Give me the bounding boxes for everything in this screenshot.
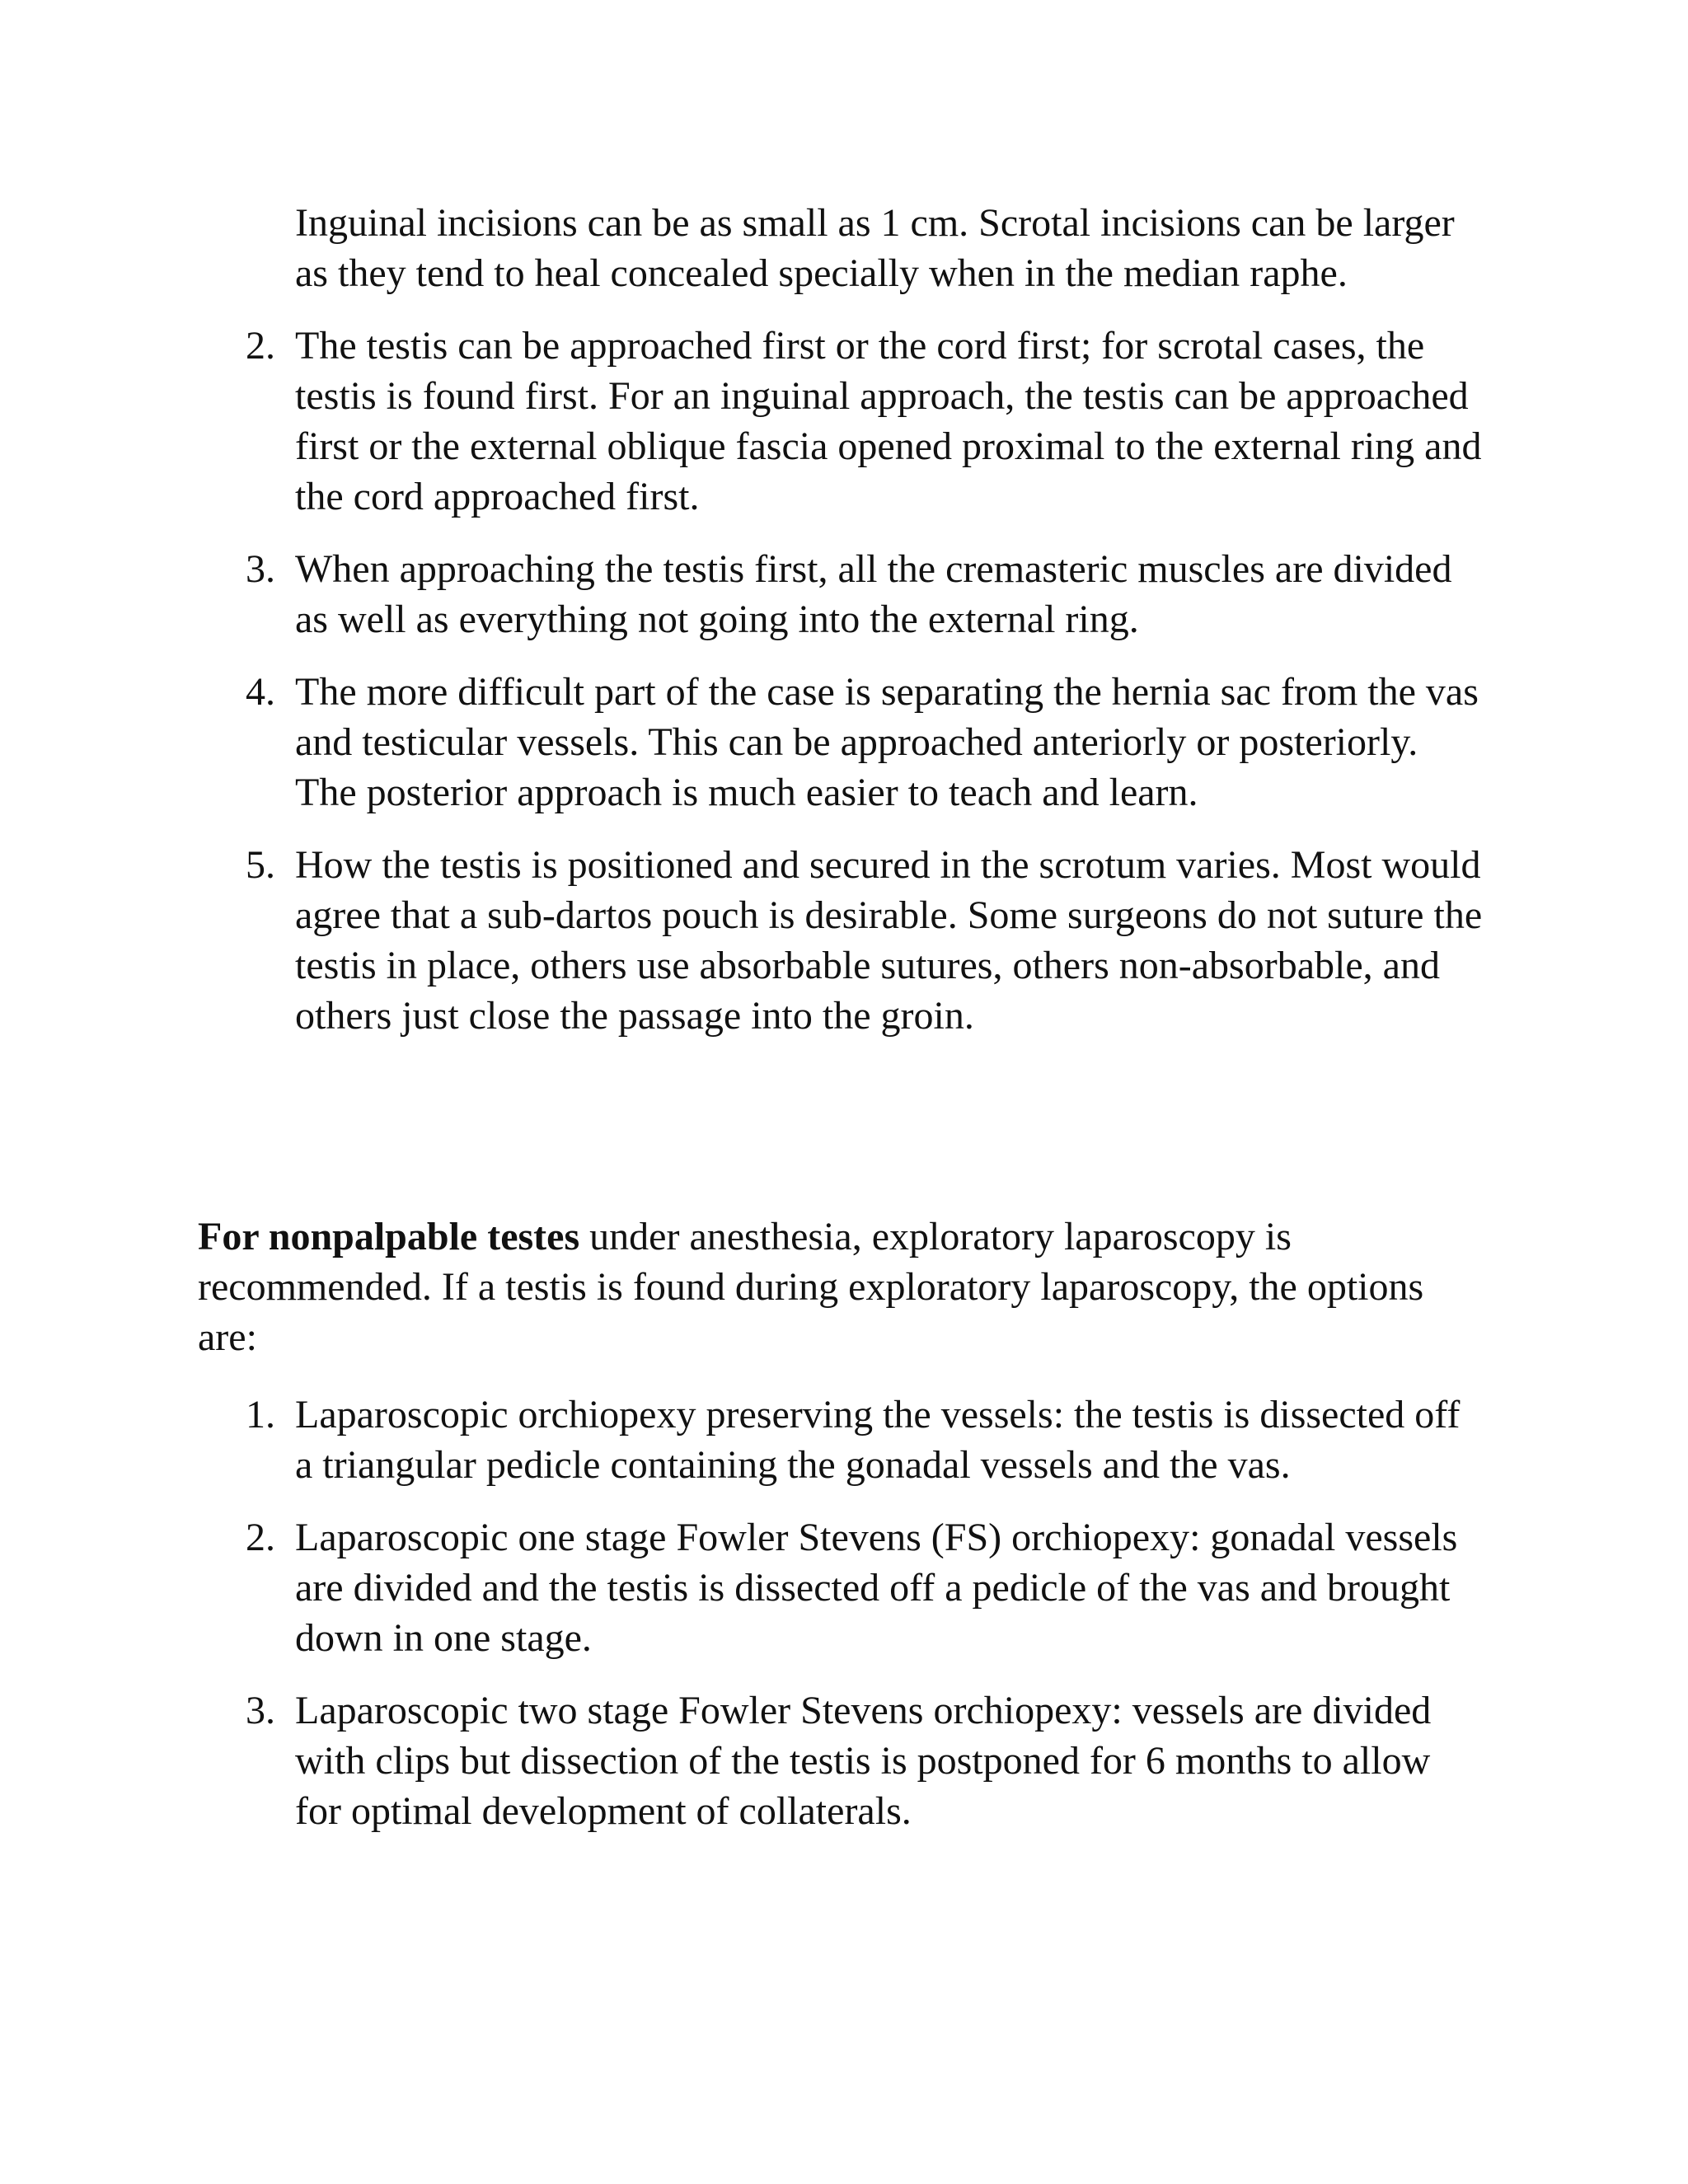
list-item-text: The testis can be approached first or the cord first; for scrotal cases, the testis is found first. For an inguinal approach, the testis can be approached first or the external oblique fascia opened proximal to the external ring and the cord approached first.: [295, 324, 1482, 518]
list-item-text: How the testis is positioned and secured in the scrotum varies. Most would agree that a sub-dartos pouch is desirable. Some surgeons do not suture the testis in place, others use absorbable sutures, others non-absorbable, and others just close the passage into the groin.: [295, 843, 1483, 1038]
list-item-number: 4.: [246, 670, 275, 714]
list-item: [198, 1390, 1484, 1490]
list-item: [198, 544, 1484, 644]
list-item: [198, 321, 1484, 522]
nonpalpable-paragraph: [198, 1212, 1484, 1362]
list-item-text: Inguinal incisions can be as small as 1 cm. Scrotal incisions can be larger as they tend to heal concealed specially when in the median raphe.: [295, 201, 1455, 295]
list-item-number: 1.: [246, 1393, 275, 1436]
list-item-text: When approaching the testis first, all the cremasteric muscles are divided as well as everything not going into the external ring.: [295, 547, 1452, 641]
list-item-text: Laparoscopic orchiopexy preserving the vessels: the testis is dissected off a triangular pedicle containing the gonadal vessels and the vas.: [295, 1393, 1461, 1487]
bold-lead: For nonpalpable testes: [198, 1215, 580, 1258]
list-item: [198, 1512, 1484, 1663]
list-item: [198, 840, 1484, 1041]
list-item-continuation: [198, 198, 1484, 298]
laparoscopy-options-list: [198, 1390, 1484, 1836]
list-item-number: 3.: [246, 1689, 275, 1732]
list-item: [198, 667, 1484, 818]
procedure-steps-list: [198, 198, 1484, 1041]
list-item-number: 2.: [246, 1516, 275, 1559]
list-item-text: Laparoscopic two stage Fowler Stevens orchiopexy: vessels are divided with clips but dissection of the testis is postponed for 6 months to allow for optimal development of collaterals.: [295, 1689, 1432, 1833]
list-item-number: 5.: [246, 843, 275, 887]
list-item-number: 2.: [246, 324, 275, 368]
list-item-number: 3.: [246, 547, 275, 591]
list-item-text: Laparoscopic one stage Fowler Stevens (FS) orchiopexy: gonadal vessels are divided and the testis is dissected off a pedicle of the vas and brought down in one stage.: [295, 1516, 1458, 1660]
list-item-text: The more difficult part of the case is separating the hernia sac from the vas and testicular vessels. This can be approached anteriorly or posteriorly. The posterior approach is much easier to teach and learn.: [295, 670, 1479, 814]
list-item: [198, 1685, 1484, 1836]
paragraph-text: under anesthesia, exploratory laparoscopy is recommended. If a testis is found during exploratory laparoscopy, the options are:: [198, 1215, 1424, 1359]
